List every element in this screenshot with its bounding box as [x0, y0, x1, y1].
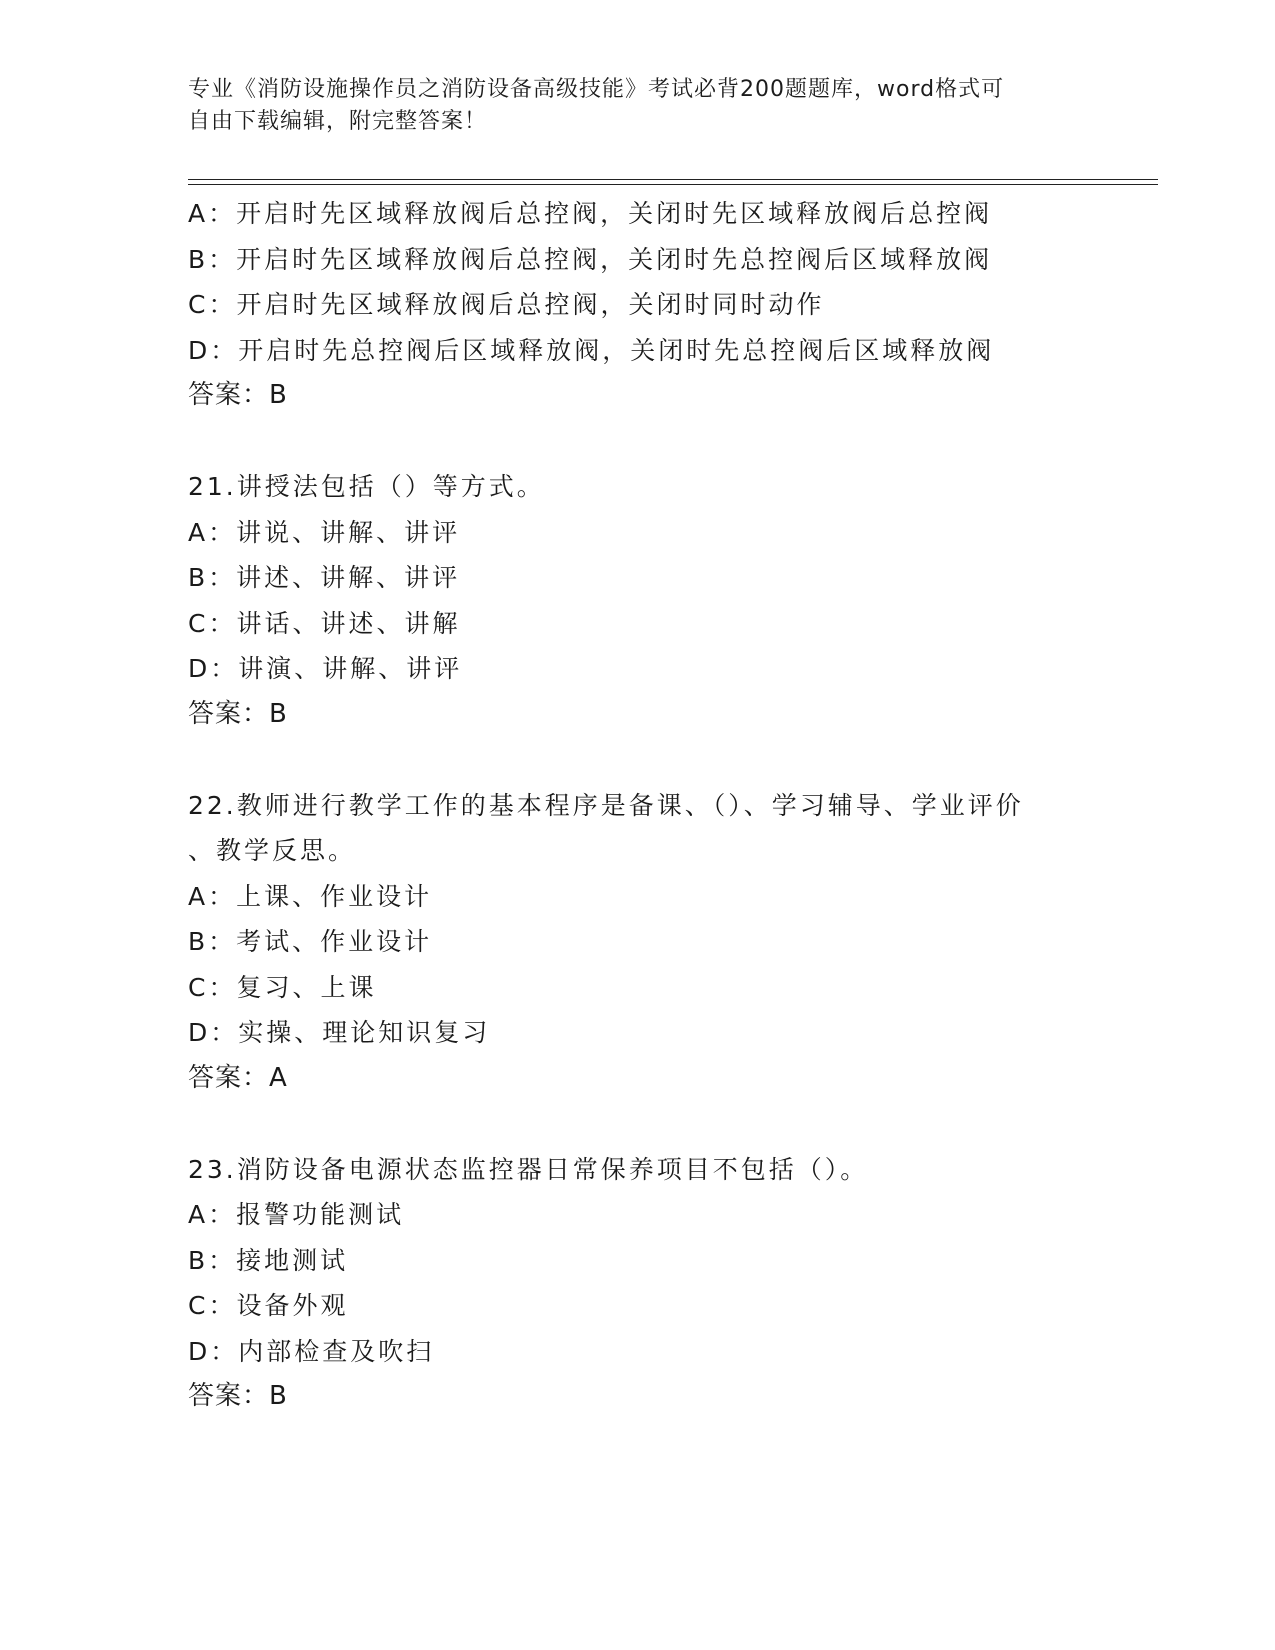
option-c: C：讲话、讲述、讲解: [188, 608, 461, 638]
question-stem-line-2: 、教学反思。: [188, 836, 357, 865]
header-line-2: 自由下载编辑，附完整答案！: [188, 109, 488, 134]
spacer: [188, 419, 1148, 465]
header-divider-top: [188, 179, 1158, 180]
answer-text: 答案：B: [188, 698, 288, 729]
option-c: C：设备外观: [188, 1291, 349, 1320]
question-block: [188, 191, 1148, 419]
option-b: B：接地测试: [188, 1245, 349, 1275]
question-stem: 21.讲授法包括（）等方式。: [188, 472, 545, 501]
option-b: B：讲述、讲解、讲评: [188, 563, 461, 592]
header-divider-bottom: [188, 184, 1158, 185]
document-header: [188, 74, 1088, 138]
answer-text: 答案：A: [188, 1062, 288, 1093]
answer-text: 答案：B: [188, 380, 288, 410]
option-b: B：开启时先区域释放阀后总控阀，关闭时先总控阀后区域释放阀: [188, 244, 993, 274]
answer-text: 答案：B: [188, 1381, 288, 1411]
option-d: D：实操、理论知识复习: [188, 1018, 491, 1047]
question-list: [188, 191, 1148, 1420]
option-d: D：讲演、讲解、讲评: [188, 654, 463, 683]
question-block: [188, 1147, 1148, 1420]
option-d: D：开启时先总控阀后区域释放阀，关闭时先总控阀后区域释放阀: [188, 335, 995, 365]
option-a: A：报警功能测试: [188, 1200, 405, 1229]
spacer: [188, 737, 1148, 783]
option-c: C：开启时先区域释放阀后总控阀，关闭时同时动作: [188, 290, 825, 319]
option-c: C：复习、上课: [188, 972, 377, 1002]
question-stem: 23.消防设备电源状态监控器日常保养项目不包括（）。: [188, 1154, 869, 1184]
option-a: A：开启时先区域释放阀后总控阀，关闭时先区域释放阀后总控阀: [188, 199, 993, 228]
question-block: [188, 783, 1148, 1102]
option-d: D：内部检查及吹扫: [188, 1336, 435, 1366]
question-stem-line-1: 22.教师进行教学工作的基本程序是备课、（）、学习辅导、学业评价: [188, 790, 1024, 820]
option-a: A：讲说、讲解、讲评: [188, 517, 461, 547]
option-a: A：上课、作业设计: [188, 881, 433, 911]
option-b: B：考试、作业设计: [188, 927, 433, 956]
question-block: [188, 464, 1148, 737]
header-line-1: 专业《消防设施操作员之消防设备高级技能》考试必背200题题库，word格式可: [188, 77, 1005, 102]
spacer: [188, 1101, 1148, 1147]
